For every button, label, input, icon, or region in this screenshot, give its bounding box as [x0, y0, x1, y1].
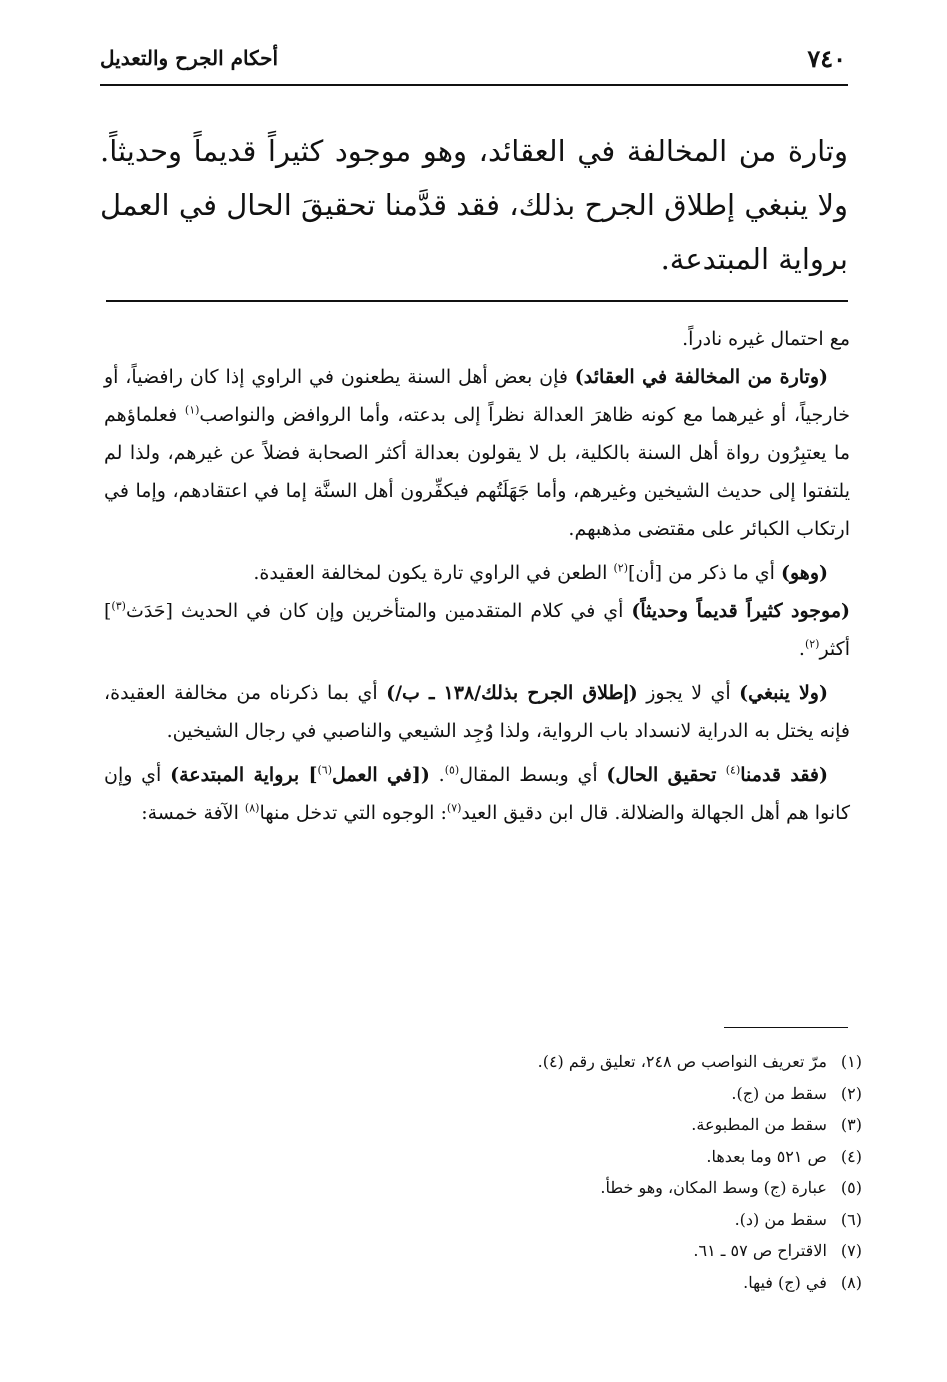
footnote-ref: (٣) [111, 599, 126, 613]
commentary-text: فإن بعض أهل السنة يطعنون في الراوي إذا كان رافضياً، أو خارجياً، أو غيرهما مع كونه ظاهرَ العدالة نظراً إلى بدعته، وأما الروافض والنواصب [104, 366, 850, 426]
commentary-text: أي وبسط المقال [459, 764, 607, 786]
commentary-text: الآفة خمسة: [141, 802, 245, 824]
footnote-text: في (ج) فيها. [743, 1272, 827, 1292]
commentary-text: . [429, 764, 445, 786]
footnote-ref: (١) [184, 403, 200, 417]
commentary-text: أي ما ذكر من [أن] [627, 562, 781, 584]
footnote-number: (٧) [840, 1241, 862, 1260]
commentary-para-3 [104, 592, 850, 668]
commentary-text: ] أكثر [104, 600, 850, 660]
quoted-phrase: (وتارة من المخالفة في العقائد) [574, 366, 829, 388]
footnote-text: ص ٥٢١ وما بعدها. [706, 1146, 827, 1166]
footnote-ref: (٥) [444, 763, 460, 777]
commentary-text: : الوجوه التي تدخل منها [259, 802, 447, 824]
commentary-text: أي في كلام المتقدمين والمتأخرين وإن كان في الحديث [حَدَث [125, 600, 632, 622]
commentary [104, 320, 850, 832]
footnote-text: سقط من المطبوعة. [691, 1115, 827, 1134]
footnote-ref: (٢) [613, 561, 628, 575]
footnote-number: (٨) [840, 1272, 862, 1292]
commentary-para-5 [104, 756, 850, 832]
footnote [300, 1267, 862, 1299]
footnote-number: (١) [840, 1052, 862, 1071]
commentary-line-0: مع احتمال غيره نادراً. [682, 328, 850, 350]
commentary-para-4 [104, 674, 850, 750]
quoted-phrase: ] برواية المبتدعة) [170, 764, 318, 786]
footnote [300, 1172, 862, 1204]
commentary-para-2 [104, 554, 850, 592]
running-header [100, 38, 848, 86]
footnote [300, 1141, 862, 1173]
footnote-number: (٦) [840, 1209, 862, 1229]
footnote [300, 1204, 862, 1236]
footnote-text: سقط من (د). [734, 1209, 827, 1229]
page-number: ٧٤٠ [807, 44, 846, 73]
footnote-text: مرّ تعريف النواصب ص ٢٤٨، تعليق رقم (٤). [537, 1052, 827, 1071]
footnote-number: (٤) [840, 1146, 862, 1166]
commentary-text: الطعن في الراوي تارة يكون لمخالفة العقيدة. [253, 562, 614, 584]
commentary-text: أي بما ذكرناه من مخالفة العقيدة، فإنه يختل به الدراية لانسداد باب الرواية، ولذا وُجِد الشيعي والناصبي في رجال الشيخين. [104, 682, 850, 742]
quoted-phrase: (إطلاق الجرح بذلك/١٣٨ ـ ب/) [386, 682, 638, 704]
main-paragraph: وتارة من المخالفة في العقائد، وهو موجود كثيراً قديماً وحديثاً. ولا ينبغي إطلاق الجرح بذلك، فقد قدَّمنا تحقيقَ الحال في العمل برواية المبتدعة. [100, 134, 848, 276]
footnote-ref: (٢) [804, 637, 820, 651]
separator-rule [106, 300, 848, 302]
quoted-phrase: (فقد قدمنا [740, 764, 829, 786]
quoted-phrase: (موجود كثيراً قديماً وحديثاً) [631, 600, 850, 622]
footnote-number: (٣) [840, 1115, 862, 1134]
footnote-ref: (٧) [446, 801, 462, 815]
commentary-text: أي وإن كانوا هم أهل الجهالة والضلالة. قال ابن دقيق العيد [104, 764, 850, 824]
main-text [100, 124, 848, 286]
footnote-text: سقط من (ج). [731, 1083, 827, 1103]
footnote-number: (٥) [840, 1178, 862, 1197]
footnote-text: عبارة (ج) وسط المكان، وهو خطأ. [600, 1178, 827, 1197]
quoted-phrase: (وهو) [781, 562, 828, 584]
commentary-text: أي لا يجوز [637, 682, 740, 704]
footnote [300, 1109, 862, 1141]
commentary-text: فعلماؤهم ما يعتبِرُون رواة أهل السنة بالكلية، بل لا يقولون بعدالة أكثر الصحابة فضلاً عن غيرهم، ولذا لم يلتفتوا إلى حديث الشيخين وغيرهم، وأما جَهَلَتُهم فيكفِّرون أهل السنَّة إما في اعتقادهم، وإما في ارتكاب الكبائر على مقتضى مذهبهم. [104, 404, 850, 540]
footnote-ref: (٨) [244, 801, 260, 815]
quoted-phrase: (ولا ينبغي) [739, 682, 828, 704]
footnote [300, 1078, 862, 1110]
commentary-text: . [798, 638, 805, 660]
footnote [300, 1235, 862, 1267]
book-title: أحكام الجرح والتعديل [100, 46, 279, 70]
footnote-rule [724, 1027, 848, 1028]
commentary-para-1 [104, 358, 850, 548]
footnote-ref: (٦) [317, 763, 333, 777]
quoted-phrase: تحقيق الحال) [606, 764, 726, 786]
footnotes [300, 1046, 862, 1298]
footnote-text: الاقتراح ص ٥٧ ـ ٦١. [693, 1241, 827, 1260]
quoted-phrase: ([في العمل [332, 764, 430, 786]
footnote [300, 1046, 862, 1078]
footnote-number: (٢) [840, 1083, 862, 1103]
footnote-ref: (٤) [725, 763, 741, 777]
